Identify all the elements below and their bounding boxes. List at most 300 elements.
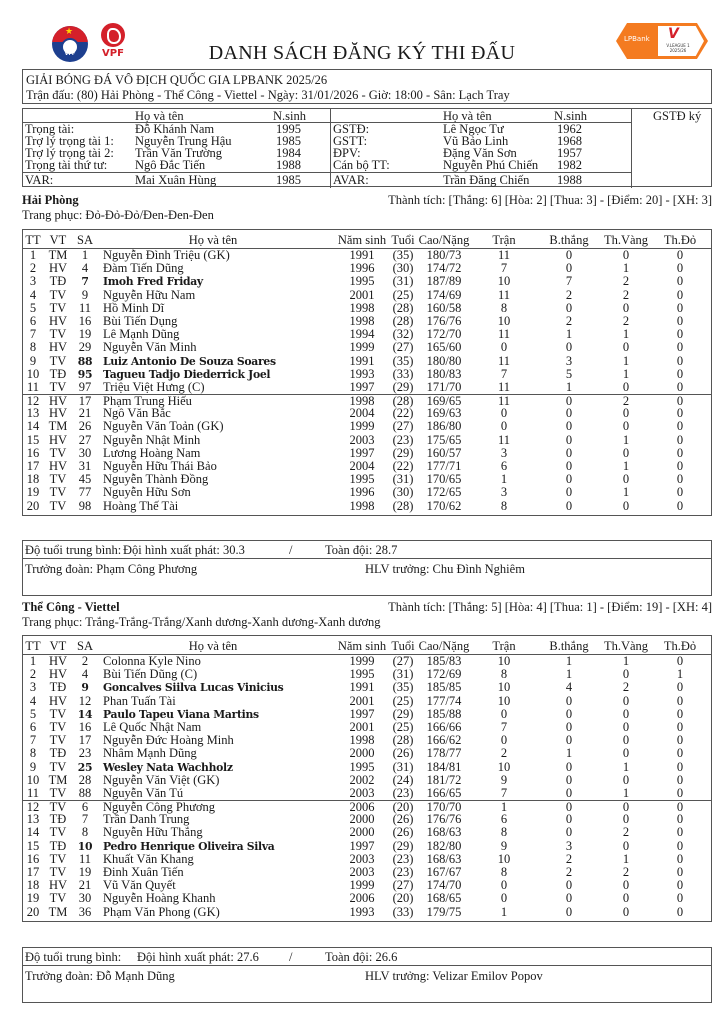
player-red-cards: 0 [676,300,684,315]
player-name: Triệu Việt Hưng (C) [103,379,205,394]
player-height-weight: 166/65 [426,785,462,800]
avg-age-all: Toàn đội: 26.6 [325,950,398,964]
col-yob-header: Năm sinh [337,639,387,653]
player-yob: 1991 [349,680,375,695]
player-age: (33) [392,904,414,919]
player-shirt: 7 [81,275,89,289]
player-height-weight: 177/74 [426,693,462,708]
player-name: Phạm Văn Phong (GK) [103,904,220,919]
player-appearances: 0 [500,340,508,355]
official-role: Cán bộ TT: [333,158,390,172]
player-tt: 1 [29,248,37,262]
substitute-player-row [23,486,711,499]
tournament-name: GIẢI BÓNG ĐÁ VÔ ĐỊCH QUỐC GIA LPBANK 2025/26 [26,73,328,87]
player-tt: 9 [29,353,37,368]
player-name: Phan Tuấn Tài [103,693,176,708]
player-height-weight: 186/80 [426,419,462,434]
player-yob: 1997 [349,379,375,394]
starting-player-row [23,368,711,381]
player-red-cards: 0 [676,340,684,355]
player-shirt: 29 [78,340,92,355]
player-age: (29) [392,706,414,721]
player-shirt: 21 [78,406,92,421]
player-height-weight: 160/57 [426,445,462,460]
player-goals: 1 [565,379,573,394]
officials-table [22,108,712,187]
officials-header-yob: N.sinh [273,109,306,123]
team-home-average-age [22,540,712,559]
player-red-cards: 0 [676,287,684,302]
player-position: TV [49,353,67,368]
lpbank-vleague-logo-icon: LPBank V V.LEAGUE 1 2025/26 [616,23,708,59]
player-red-cards: 0 [676,394,684,409]
player-tt: 1 [29,654,37,668]
player-red-cards: 0 [676,746,684,761]
player-yob: 1997 [349,445,375,460]
player-age: (29) [392,838,414,853]
player-yob: 1993 [349,366,375,381]
player-yob: 1998 [349,394,375,409]
starting-player-row [23,681,711,694]
player-yellow-cards: 1 [622,261,630,276]
player-yob: 1998 [349,313,375,328]
player-height-weight: 187/89 [426,274,462,289]
player-position: HV [48,667,68,682]
substitute-player-row [23,826,711,839]
player-red-cards: 0 [676,719,684,734]
player-yob: 1995 [349,274,375,289]
player-position: TV [49,891,67,906]
player-yellow-cards: 2 [622,865,630,879]
player-name: Trần Danh Trung [103,812,190,827]
player-red-cards: 0 [676,459,684,473]
col-appearances-header: Trận [492,639,516,653]
player-goals: 0 [565,812,573,827]
player-tt: 12 [26,394,40,409]
player-name: Lê Quốc Nhật Nam [103,719,202,734]
player-yob: 1999 [349,340,375,355]
player-height-weight: 182/80 [426,838,462,853]
player-name: Nguyễn Hoàng Khanh [103,891,216,906]
player-yob: 2001 [349,287,375,302]
col-red-cards-header: Th.Đỏ [663,639,697,653]
player-goals: 0 [565,693,573,708]
player-shirt: 88 [77,354,93,368]
player-age: (27) [392,654,414,668]
player-name: Đinh Xuân Tiến [103,865,184,879]
player-appearances: 10 [497,654,511,668]
player-yob: 1996 [349,485,375,500]
player-height-weight: 180/83 [426,366,462,381]
player-age: (28) [392,498,414,513]
player-appearances: 10 [497,274,511,289]
player-shirt: 9 [81,287,89,302]
player-tt: 18 [26,878,40,893]
player-red-cards: 0 [676,759,684,774]
vff-logo-icon: ★ VFF [52,26,88,62]
player-name: Lê Mạnh Dũng [103,327,180,342]
player-red-cards: 0 [676,865,684,879]
player-yellow-cards: 1 [622,366,630,381]
player-yob: 2003 [349,851,375,866]
player-tt: 3 [29,274,37,289]
avg-age-separator: / [289,543,293,557]
player-yellow-cards: 2 [622,287,630,302]
player-tt: 7 [29,327,37,342]
player-age: (31) [392,667,414,682]
player-goals: 4 [565,680,573,695]
player-appearances: 7 [500,785,508,800]
player-tt: 19 [26,485,40,500]
player-red-cards: 0 [676,800,684,815]
player-goals: 0 [565,340,573,355]
player-appearances: 0 [500,419,508,434]
player-appearances: 0 [500,706,508,721]
player-age: (31) [392,472,414,487]
player-yob: 2003 [349,865,375,879]
player-yob: 2006 [349,891,375,906]
player-age: (24) [392,772,414,787]
player-tt: 12 [26,800,40,815]
player-yob: 2004 [349,459,375,473]
player-appearances: 8 [500,667,508,682]
player-yellow-cards: 0 [622,719,630,734]
player-tt: 13 [26,812,40,827]
player-shirt: 26 [78,419,92,434]
player-appearances: 3 [500,445,508,460]
player-goals: 0 [565,472,573,487]
starting-player-row [23,747,711,760]
player-goals: 0 [565,300,573,315]
player-position: HV [48,693,68,708]
player-age: (25) [392,693,414,708]
player-goals: 1 [565,746,573,761]
official-name: Đặng Văn Sơn [443,146,517,160]
player-shirt: 23 [78,746,92,761]
officials-header-yob-right: N.sinh [554,109,587,123]
official-name: Nguyễn Phú Chiến [443,158,539,172]
player-yob: 1997 [349,706,375,721]
team-home-staff [22,558,712,596]
player-yellow-cards: 1 [622,459,630,473]
player-goals: 0 [565,825,573,840]
player-position: TĐ [49,838,67,853]
player-shirt: 27 [78,432,92,447]
player-red-cards: 0 [676,432,684,447]
avg-age-label: Độ tuổi trung bình: [25,950,122,964]
player-appearances: 0 [500,891,508,906]
player-age: (27) [392,419,414,434]
player-yellow-cards: 0 [622,379,630,394]
player-red-cards: 0 [676,406,684,421]
substitute-player-row [23,840,711,853]
player-position: HV [48,261,68,276]
player-age: (23) [392,785,414,800]
officials-header-name: Họ và tên [135,109,184,123]
player-age: (28) [392,733,414,748]
player-red-cards: 0 [676,851,684,866]
player-appearances: 10 [497,680,511,695]
player-shirt: 98 [78,498,92,513]
col-yellow-cards-header: Th.Vàng [603,639,649,653]
player-goals: 2 [565,851,573,866]
team-manager: Trưởng đoàn: Đỗ Mạnh Dũng [25,969,175,983]
player-red-cards: 0 [676,485,684,500]
col-red-cards-header: Th.Đỏ [663,233,697,247]
player-shirt: 45 [78,472,92,487]
document-title: DANH SÁCH ĐĂNG KÝ THI ĐẤU [208,42,516,64]
starting-player-row [23,289,711,302]
player-position: TV [49,800,67,815]
player-name: Hồ Minh Dĩ [103,300,165,315]
player-yellow-cards: 0 [622,472,630,487]
player-yellow-cards: 2 [622,680,630,695]
player-red-cards: 0 [676,654,684,668]
col-appearances-header: Trận [492,233,516,247]
substitute-player-row [23,434,711,447]
player-name: Luiz Antonio De Souza Soares [103,354,276,368]
player-appearances: 7 [500,261,508,276]
team-home-kit: Trang phục: Đỏ-Đỏ-Đỏ/Đen-Đen-Đen [22,208,214,222]
player-shirt: 31 [78,459,92,473]
col-shirt-header: SA [77,233,93,247]
officials-header-sign: GSTĐ ký [653,109,702,123]
team-away-average-age [22,947,712,966]
player-red-cards: 0 [676,878,684,893]
officials-header-name-right: Họ và tên [443,109,492,123]
starting-player-row [23,774,711,787]
player-goals: 1 [565,654,573,668]
player-red-cards: 0 [676,825,684,840]
player-name: Nguyễn Đình Triệu (GK) [103,248,230,262]
player-age: (23) [392,865,414,879]
player-appearances: 11 [497,432,511,447]
match-details: Trận đấu: (80) Hải Phòng - Thể Công - Viettel - Ngày: 31/01/2026 - Giờ: 18:00 - Sân: Lạch Tray [26,88,510,102]
player-yob: 1996 [349,261,375,276]
avg-age-label: Độ tuổi trung bình: [25,543,122,557]
player-yob: 1999 [349,654,375,668]
player-goals: 2 [565,313,573,328]
col-position-header: VT [49,233,67,247]
player-height-weight: 174/70 [426,878,462,893]
player-age: (31) [392,274,414,289]
player-tt: 16 [26,445,40,460]
player-name: Nguyễn Văn Toản (GK) [103,419,224,434]
player-name: Nguyễn Hữu Thắng [103,825,203,840]
player-goals: 0 [565,785,573,800]
avg-age-separator: / [289,950,293,964]
player-shirt: 19 [78,327,92,342]
player-shirt: 17 [78,394,92,409]
player-height-weight: 185/88 [426,706,462,721]
player-yellow-cards: 1 [622,353,630,368]
player-position: TV [49,300,67,315]
official-yob: 1995 [276,122,301,136]
player-red-cards: 0 [676,785,684,800]
player-name: Phạm Trung Hiếu [103,394,192,409]
team-home-name: Hải Phòng [22,193,79,207]
player-height-weight: 185/83 [426,654,462,668]
player-shirt: 28 [78,772,92,787]
starting-player-row [23,381,711,394]
player-position: TV [49,851,67,866]
player-goals: 0 [565,248,573,262]
col-position-header: VT [49,639,67,653]
player-tt: 3 [29,680,37,695]
player-shirt: 21 [78,878,92,893]
player-goals: 0 [565,759,573,774]
player-appearances: 3 [500,485,508,500]
player-height-weight: 171/70 [426,379,462,394]
player-shirt: 16 [78,313,92,328]
player-appearances: 8 [500,300,508,315]
head-coach: HLV trưởng: Velizar Emilov Popov [365,969,543,983]
player-name: Nguyễn Văn Việt (GK) [103,772,220,787]
player-red-cards: 0 [676,812,684,827]
player-goals: 0 [565,406,573,421]
player-appearances: 1 [500,472,508,487]
player-red-cards: 0 [676,891,684,906]
head-coach: HLV trưởng: Chu Đình Nghiêm [365,562,525,576]
player-yellow-cards: 0 [622,706,630,721]
player-age: (35) [392,680,414,695]
official-yob: 1962 [557,122,582,136]
player-age: (22) [392,406,414,421]
player-name: Ngô Văn Bắc [103,406,171,421]
player-appearances: 7 [500,366,508,381]
player-height-weight: 174/69 [426,287,462,302]
official-role: Trọng tài thứ tư: [25,158,108,172]
player-tt: 2 [29,667,37,682]
player-age: (35) [392,353,414,368]
player-shirt: 14 [77,707,93,721]
player-height-weight: 174/72 [426,261,462,276]
player-appearances: 1 [500,904,508,919]
player-position: TV [49,825,67,840]
player-tt: 17 [26,865,40,879]
player-height-weight: 179/75 [426,904,462,919]
player-shirt: 16 [78,719,92,734]
player-position: HV [48,394,68,409]
player-yellow-cards: 0 [622,445,630,460]
player-goals: 0 [565,459,573,473]
player-goals: 1 [565,327,573,342]
player-appearances: 10 [497,313,511,328]
player-yob: 1998 [349,733,375,748]
player-position: TV [49,785,67,800]
player-position: TV [49,287,67,302]
player-appearances: 8 [500,865,508,879]
player-yellow-cards: 1 [622,485,630,500]
player-position: HV [48,654,68,668]
player-goals: 0 [565,772,573,787]
player-shirt: 1 [81,248,89,262]
player-age: (27) [392,340,414,355]
player-height-weight: 176/76 [426,313,462,328]
player-yob: 1994 [349,327,375,342]
official-role: Trọng tài: [25,122,75,136]
col-tt-header: TT [25,639,41,653]
player-yellow-cards: 0 [622,733,630,748]
player-goals: 0 [565,878,573,893]
player-position: HV [48,432,68,447]
player-tt: 14 [26,825,40,840]
player-yellow-cards: 0 [622,800,630,815]
player-shirt: 30 [78,445,92,460]
player-name: Nguyễn Nhật Minh [103,432,201,447]
player-height-weight: 175/65 [426,432,462,447]
player-shirt: 7 [81,812,89,827]
player-height-weight: 160/58 [426,300,462,315]
player-tt: 8 [29,340,37,355]
player-shirt: 77 [78,485,92,500]
player-position: TV [49,327,67,342]
player-red-cards: 0 [676,274,684,289]
official-yob: 1984 [276,146,301,160]
official-name: Trần Đăng Chiến [443,173,530,187]
player-red-cards: 0 [676,366,684,381]
player-goals: 0 [565,733,573,748]
player-appearances: 10 [497,851,511,866]
player-age: (31) [392,759,414,774]
player-height-weight: 181/72 [426,772,462,787]
player-tt: 6 [29,313,37,328]
player-red-cards: 0 [676,693,684,708]
player-yellow-cards: 2 [622,394,630,409]
player-red-cards: 0 [676,498,684,513]
player-height-weight: 184/81 [426,759,462,774]
player-position: TĐ [49,680,67,695]
player-yellow-cards: 0 [622,498,630,513]
player-position: TV [49,733,67,748]
player-yellow-cards: 1 [622,432,630,447]
player-name: Khuất Văn Khang [103,851,194,866]
col-name-header: Họ và tên [188,233,238,247]
player-name: Nguyễn Văn Minh [103,340,197,355]
player-name: Đàm Tiến Dũng [103,261,184,276]
player-age: (33) [392,366,414,381]
player-goals: 0 [565,719,573,734]
player-yob: 1998 [349,300,375,315]
player-yellow-cards: 0 [622,878,630,893]
player-shirt: 12 [78,693,92,708]
player-age: (23) [392,432,414,447]
player-yob: 1999 [349,878,375,893]
col-yob-header: Năm sinh [337,233,387,247]
player-appearances: 11 [497,287,511,302]
player-shirt: 4 [81,667,89,682]
player-position: TV [49,719,67,734]
official-name: Đỗ Khánh Nam [135,122,215,136]
avg-age-all: Toàn đội: 28.7 [325,543,398,557]
player-name: Wesley Nata Wachholz [103,760,233,774]
player-yob: 1997 [349,838,375,853]
player-age: (23) [392,851,414,866]
player-name: Colonna Kyle Nino [103,654,201,668]
player-appearances: 6 [500,459,508,473]
player-red-cards: 0 [676,379,684,394]
player-tt: 9 [29,759,37,774]
player-shirt: 88 [78,785,92,800]
player-goals: 5 [565,366,573,381]
player-name: Pedro Henrique Oliveira Silva [103,839,275,853]
player-tt: 5 [29,300,37,315]
player-position: TV [49,706,67,721]
player-tt: 4 [29,693,37,708]
player-shirt: 95 [77,367,93,381]
player-yellow-cards: 1 [622,654,630,668]
match-info-box [22,69,712,104]
